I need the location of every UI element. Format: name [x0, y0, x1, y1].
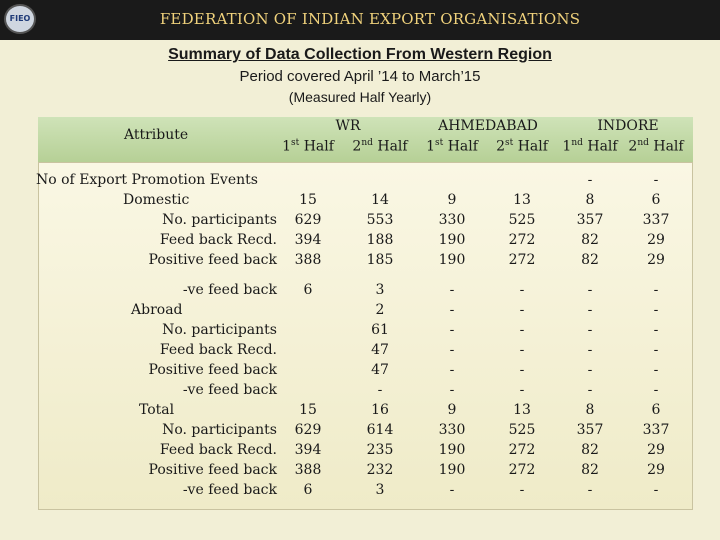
table-cell: - [587, 302, 593, 318]
table-cell: 9 [447, 192, 457, 208]
table-cell: - [449, 282, 455, 298]
table-cell: - [653, 172, 659, 188]
table-cell: 29 [647, 232, 665, 248]
table-cell: 337 [642, 422, 670, 438]
table-cell: - [653, 302, 659, 318]
logo-text: FIEO [9, 14, 31, 23]
ordinal-suffix: nd [637, 138, 649, 148]
half-header-5: 1nd Half [562, 138, 618, 155]
row-label: Feed back Recd. [159, 442, 277, 458]
table-cell: 553 [366, 212, 394, 228]
table-cell: 13 [513, 402, 531, 418]
table-cell: 3 [375, 282, 385, 298]
table-cell: - [519, 282, 525, 298]
table-cell: 232 [366, 462, 394, 478]
table-cell: 190 [438, 252, 466, 268]
ordinal-suffix: nd [571, 138, 583, 148]
table-cell: - [519, 382, 525, 398]
table-cell: 629 [294, 422, 322, 438]
table-cell: - [653, 362, 659, 378]
table-cell: - [519, 302, 525, 318]
table-cell: 525 [508, 422, 536, 438]
table-cell: 388 [294, 462, 322, 478]
table-cell: - [653, 382, 659, 398]
table-cell: - [587, 282, 593, 298]
table-cell: 272 [508, 252, 536, 268]
table-cell: 357 [576, 422, 604, 438]
table-cell: 235 [366, 442, 394, 458]
table-cell: 15 [299, 192, 317, 208]
ordinal-suffix: st [291, 138, 300, 148]
table-cell: 272 [508, 232, 536, 248]
row-label: No. participants [162, 322, 277, 338]
section-label: Domestic [123, 192, 190, 208]
table-cell: - [587, 322, 593, 338]
table-cell: 629 [294, 212, 322, 228]
row-label: Positive feed back [148, 252, 277, 268]
table-cell: 614 [366, 422, 394, 438]
table-cell: 6 [303, 282, 313, 298]
half-header-2: 2nd Half [352, 138, 408, 155]
table-cell: - [653, 322, 659, 338]
attribute-header: Attribute [124, 127, 189, 143]
table-cell: 29 [647, 252, 665, 268]
table-cell: 82 [581, 442, 599, 458]
table-cell: 6 [303, 482, 313, 498]
organisation-title: FEDERATION OF INDIAN EXPORT ORGANISATIONS [159, 10, 581, 28]
table-cell: - [653, 482, 659, 498]
table-cell: - [587, 482, 593, 498]
table-cell: - [519, 342, 525, 358]
row-label: No. participants [162, 212, 277, 228]
table-cell: - [653, 342, 659, 358]
table-cell: 29 [647, 462, 665, 478]
table-cell: 9 [447, 402, 457, 418]
title-bar [0, 0, 720, 40]
table-cell: 16 [371, 402, 389, 418]
table-cell: - [449, 322, 455, 338]
table-cell: 13 [513, 192, 531, 208]
row-label: No. participants [162, 422, 277, 438]
row-label: Feed back Recd. [159, 232, 277, 248]
table-cell: 190 [438, 232, 466, 248]
table-cell: 47 [371, 362, 389, 378]
table-cell: 47 [371, 342, 389, 358]
table-cell: - [449, 482, 455, 498]
table-cell: 8 [585, 402, 595, 418]
table-cell: 14 [371, 192, 389, 208]
table-cell: 272 [508, 442, 536, 458]
table-cell: 8 [585, 192, 595, 208]
group-header-indore: INDORE [597, 118, 659, 134]
section-label: Total [139, 402, 175, 418]
group-header-wr: WR [335, 118, 361, 134]
half-header-1: 1st Half [282, 138, 334, 155]
half-header-6: 2nd Half [628, 138, 684, 155]
table-cell: 2 [375, 302, 385, 318]
row-label: -ve feed back [182, 382, 277, 398]
table-cell: - [449, 382, 455, 398]
table-cell: 272 [508, 462, 536, 478]
table-cell: 188 [366, 232, 394, 248]
table-cell: - [519, 362, 525, 378]
row-label: No of Export Promotion Events [36, 172, 258, 188]
table-cell: - [587, 172, 593, 188]
table-cell: - [587, 362, 593, 378]
row-label: Feed back Recd. [159, 342, 277, 358]
table-cell: - [449, 342, 455, 358]
table-cell: 6 [651, 192, 661, 208]
table-cell: 525 [508, 212, 536, 228]
table-cell: - [449, 362, 455, 378]
table-cell: 15 [299, 402, 317, 418]
table-cell: 394 [294, 232, 322, 248]
table-cell: 190 [438, 462, 466, 478]
table-cell: 61 [371, 322, 389, 338]
table-cell: - [587, 382, 593, 398]
half-header-4: 2st Half [496, 138, 548, 155]
measure-text: (Measured Half Yearly) [288, 89, 432, 105]
table-cell: 3 [375, 482, 385, 498]
ordinal-suffix: nd [361, 138, 373, 148]
ordinal-suffix: st [505, 138, 514, 148]
table-cell: - [653, 282, 659, 298]
table-cell: 330 [438, 212, 466, 228]
row-label: -ve feed back [182, 282, 277, 298]
table-cell: - [519, 482, 525, 498]
table-cell: - [587, 342, 593, 358]
table-cell: 6 [651, 402, 661, 418]
section-label: Abroad [131, 302, 183, 318]
table-cell: - [519, 322, 525, 338]
row-label: Positive feed back [148, 462, 277, 478]
table-cell: 388 [294, 252, 322, 268]
table-cell: 82 [581, 252, 599, 268]
table-cell: 82 [581, 462, 599, 478]
table-cell: - [449, 302, 455, 318]
table-cell: 357 [576, 212, 604, 228]
table-cell: 185 [366, 252, 394, 268]
report-title: Summary of Data Collection From Western Region [168, 46, 552, 63]
table-cell: 29 [647, 442, 665, 458]
half-header-3: 1st Half [426, 138, 478, 155]
table-cell: 337 [642, 212, 670, 228]
table-cell: - [377, 382, 383, 398]
table-cell: 190 [438, 442, 466, 458]
group-header-ahmedabad: AHMEDABAD [438, 118, 538, 134]
table-cell: 394 [294, 442, 322, 458]
period-text: Period covered April ’14 to March’15 [239, 68, 481, 85]
ordinal-suffix: st [435, 138, 444, 148]
row-label: Positive feed back [148, 362, 277, 378]
table-cell: 82 [581, 232, 599, 248]
row-label: -ve feed back [182, 482, 277, 498]
table-cell: 330 [438, 422, 466, 438]
